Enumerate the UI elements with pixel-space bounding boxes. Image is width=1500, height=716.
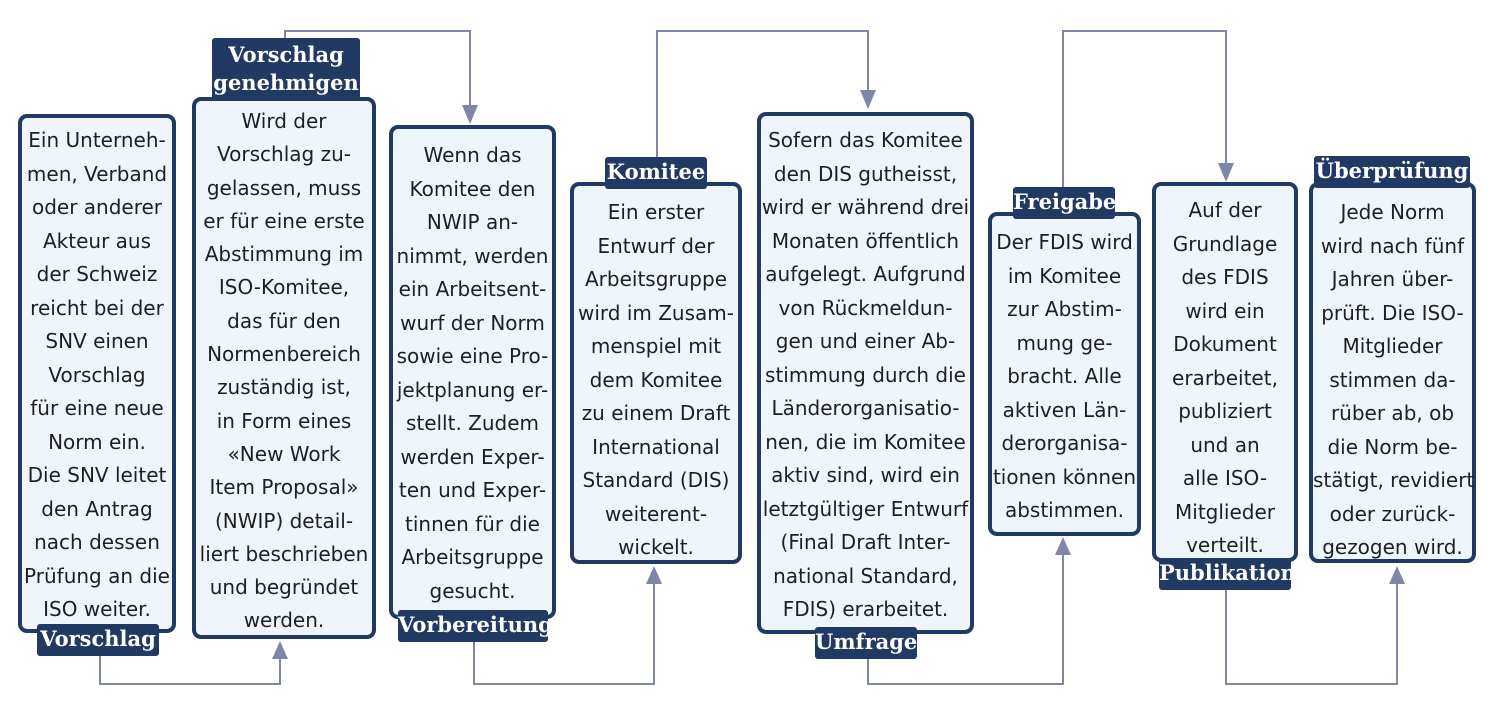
connector-publikation-ueberpruefung [1226,580,1397,684]
stage-text-line: Monaten öffentlich [771,228,960,253]
stage-box-vorbereitung [389,125,556,619]
stage-box-freigabe [988,212,1141,536]
stage-text-line: letztgültiger Entwurf [762,496,969,521]
stage-text-line: Die SNV leitet [27,463,167,487]
stage-text-line: Norm ein. [48,429,146,454]
stage-text-line: jektplanung er- [396,377,549,402]
stage-text-line: zur Abstim- [1007,297,1122,321]
stage-text-line: Jahren über- [1331,267,1454,291]
stage-label-ueberpruefung: Überprüfung [1314,156,1470,188]
stage-text-line: aufgelegt. Aufgrund [765,262,966,286]
stage-box-komitee [570,182,742,564]
stage-text-line: Auf der [1188,198,1262,222]
stage-text-line: verteilt. [1186,533,1264,557]
stage-label-vorschlag: Vorschlag [37,624,159,656]
stage-text-line: Komitee den [409,176,536,201]
stage-text-line: «New Work [227,441,341,466]
stage-text-line: Sofern das Komitee [768,128,963,152]
stage-label-vorbereitung: Vorbereitung [398,610,548,642]
stage-text-line: wird er während drei [761,195,970,219]
stage-text-line: tionen können [992,464,1137,489]
stage-box-publikation [1152,182,1298,562]
stage-text-line: Normenbereich [207,342,361,367]
stage-label-umfrage: Umfrage [815,627,917,659]
stage-text-line: Mitglieder [1175,499,1275,524]
stage-text-line: erarbeitet, [1172,365,1278,390]
stage-text-line: Dokument [1173,332,1277,356]
stage-text-line: stätigt, revidiert [1313,468,1475,492]
stage-text-line: mung ge- [1016,330,1113,355]
connector-freigabe-publikation [1063,31,1226,188]
stage-text-line: Prüfung an die [24,563,170,588]
stage-text-line: Mitglieder [1342,334,1443,358]
stage-text-line: wickelt. [618,535,694,559]
stage-text-line: werden Exper- [400,444,545,469]
stage-text-line: für eine neue [30,396,164,420]
stage-text-line: International [592,434,720,459]
stage-text-line: gen und einer Ab- [775,329,956,353]
stage-text-line: den DIS gutheisst, [773,161,958,186]
stage-text-line: in Form eines [216,408,352,433]
stage-text-line: ISO weiter. [43,597,151,621]
stage-text-line: wird ein [1185,298,1265,323]
stage-text-line: (NWIP) detail- [214,508,354,533]
stage-text-line: ISO-Komitee, [218,275,350,300]
stage-text-line: publiziert [1178,399,1272,423]
stage-text-line: Wenn das [423,143,522,167]
stage-text-line: von Rückmeldun- [778,295,953,320]
stage-text-line: reicht bei der [30,295,164,320]
stage-text-line: menspiel mit [590,334,722,358]
stage-text-line: Wird der [241,109,327,133]
stage-text-line: NWIP an- [426,210,519,234]
stage-label-line: Vorschlag [228,42,344,67]
stage-text-line: Grundlage [1172,231,1278,256]
stage-text-line: den Antrag [41,496,153,521]
stage-text-line: weiterent- [604,501,708,526]
stage-text-line: Länderorganisatio- [771,396,960,420]
stage-text-line: wird nach fünf [1320,233,1465,258]
stage-text-line: das für den [227,308,341,333]
stage-text-line: im Komitee [1007,263,1122,288]
stage-text-line: dem Komitee [589,367,723,392]
stage-text-line: liert beschrieben [199,541,369,566]
stage-text-line: der Schweiz [36,262,158,286]
stage-text-line: stimmen da- [1329,367,1456,392]
stage-text-line: wurf der Norm [400,310,545,335]
stage-text-line: derorganisa- [1001,431,1128,455]
stage-text-line: und an [1190,432,1260,457]
stage-text-line: men, Verband [26,161,168,186]
stage-text-line: bracht. Alle [1007,364,1122,388]
stage-box-ueberpruefung [1309,182,1476,563]
stage-text-line: er für eine erste [203,208,365,233]
stage-text-line: Abstimmung im [204,242,364,267]
stage-text-line: stellt. Zudem [405,411,540,435]
stage-label-komitee: Komitee [605,157,707,189]
stage-label-freigabe: Freigabe [1013,187,1115,219]
stage-text-line: Arbeitsgruppe [401,545,544,569]
stage-text-line: Vorschlag [48,362,146,387]
stage-text-line: zuständig ist, [217,375,351,400]
stage-text-line: gezogen wird. [1322,535,1463,559]
stage-text-line: prüft. Die ISO- [1321,300,1464,325]
stage-text-line: ten und Exper- [398,478,547,502]
stage-text-line: Vorschlag zu- [217,142,351,167]
stage-text-line: SNV einen [45,329,149,353]
stage-text-line: Akteur aus [42,228,152,253]
stage-text-line: aktiven Län- [1002,397,1127,422]
stage-text-line: national Standard, [773,563,958,588]
stage-label-line: genehmigen [213,70,359,95]
stage-text-line: Der FDIS wird [996,230,1133,254]
stage-text-line: Ein Unterneh- [28,128,166,152]
stage-text-line: Entwurf der [597,233,715,258]
stage-text-line: wird im Zusam- [578,300,734,325]
stage-text-line: Item Proposal» [209,475,359,500]
stage-text-line: FDIS) erarbeitet. [782,597,949,621]
stage-text-line: nimmt, werden [396,243,549,268]
stage-text-line: und begründet [209,575,359,600]
stage-text-line: ein Arbeitsent- [398,277,547,301]
stage-text-line: gesucht. [429,578,516,603]
stage-text-line: alle ISO- [1182,466,1268,490]
stage-text-line: gelassen, muss [206,175,362,200]
stage-text-line: des FDIS [1181,265,1269,289]
stage-text-line: stimmung durch die [765,362,966,387]
stage-text-line: Jede Norm [1340,200,1445,224]
stage-box-umfrage [757,112,974,634]
stage-text-line: Arbeitsgruppe [584,267,727,291]
stage-text-line: abstimmen. [1004,498,1125,522]
stage-text-line: zu einem Draft [581,401,731,425]
stage-text-line: die Norm be- [1327,434,1458,459]
stage-text-line: aktiv sind, wird ein [771,463,960,487]
stage-label-publikation: Publikation [1159,558,1291,590]
stage-text-line: werden. [243,608,325,633]
stage-text-line: nach dessen [34,530,160,554]
stage-text-line: tinnen für die [405,511,540,536]
stage-text-line: sowie eine Pro- [396,344,549,368]
stage-text-line: oder anderer [31,195,163,219]
stage-label-genehmigen [212,38,360,100]
stage-text-line: Standard (DIS) [582,468,730,492]
stage-text-line: nen, die im Komitee [765,429,966,454]
stage-box-genehmigen [192,97,376,639]
stage-text-line: rüber ab, ob [1330,401,1455,425]
stage-text-line: Ein erster [607,200,705,224]
stage-text-line: oder zurück- [1329,501,1456,526]
stage-text-line: (Final Draft Inter- [780,530,951,554]
stage-box-vorschlag [18,114,176,633]
